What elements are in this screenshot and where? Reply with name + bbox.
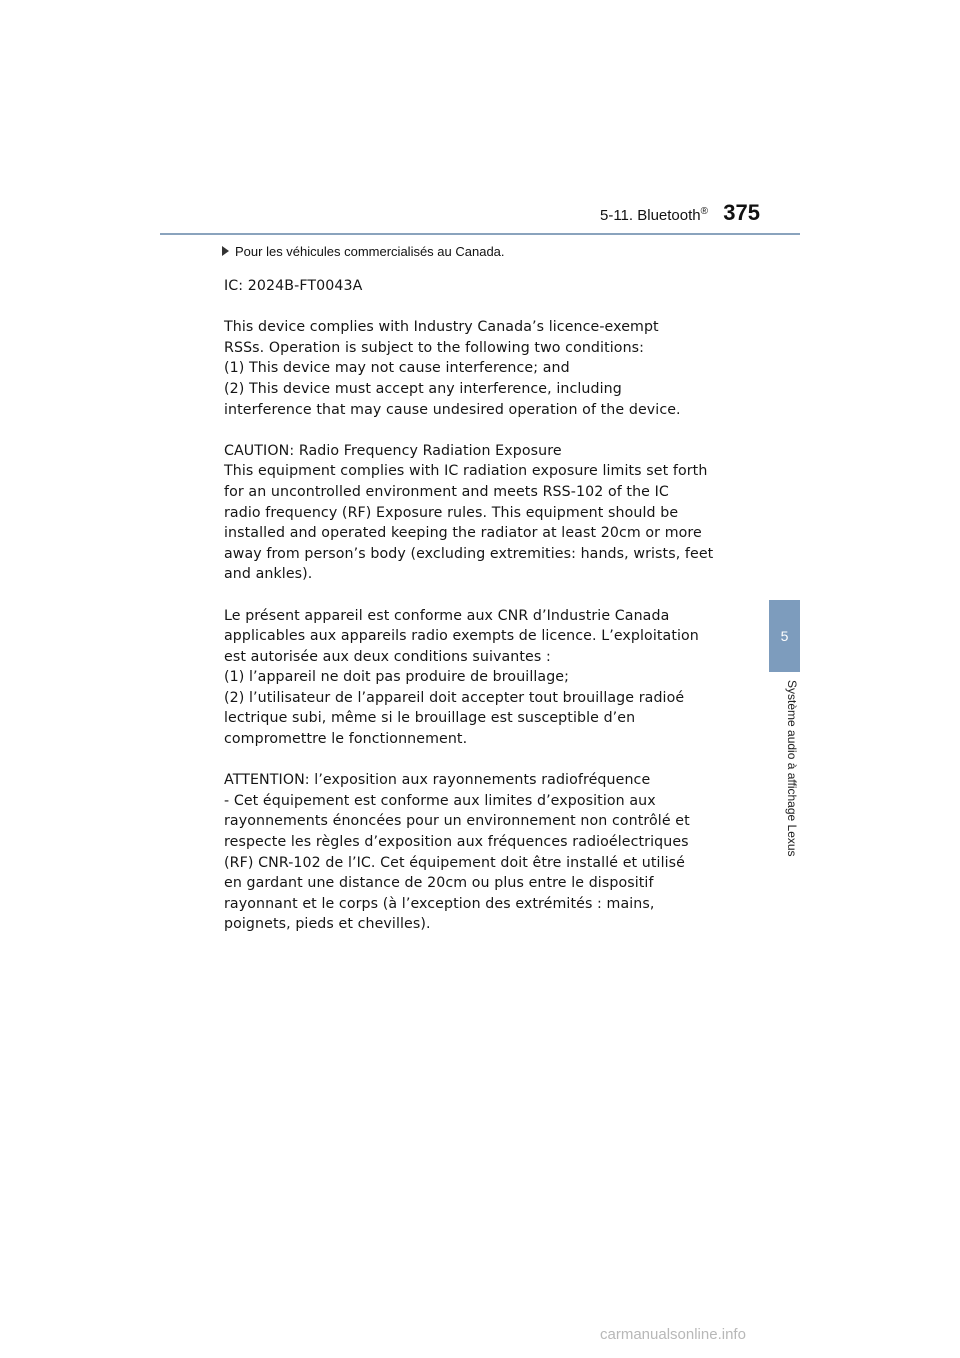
notice-line: - Cet équipement est conforme aux limites d’exposition aux [224, 792, 656, 809]
notice-line: poignets, pieds et chevilles). [224, 916, 431, 933]
watermark: carmanualsonline.info [600, 1326, 746, 1343]
notice-line: for an uncontrolled environment and meets RSS-102 of the IC [224, 483, 669, 500]
notice-line: en gardant une distance de 20cm ou plus entre le dispositif [224, 875, 654, 892]
paragraph-gap [224, 585, 744, 606]
notice-line: ATTENTION: l’exposition aux rayonnements radiofréquence [224, 772, 651, 789]
notice-line: rayonnant et le corps (à l’exception des extrémités : mains, [224, 895, 655, 912]
notice-line: (RF) CNR-102 de l’IC. Cet équipement doit être installé et utilisé [224, 854, 685, 871]
notice-line: and ankles). [224, 566, 313, 583]
notice-line: (2) l’utilisateur de l’appareil doit accepter tout brouillage radioé [224, 689, 685, 706]
regulatory-notice [224, 276, 744, 935]
notice-line: (1) This device may not cause interference; and [224, 360, 570, 377]
notice-line: (1) l’appareil ne doit pas produire de brouillage; [224, 669, 570, 686]
notice-line: lectrique subi, même si le brouillage est susceptible d’en [224, 710, 636, 727]
page-header [0, 200, 800, 236]
notice-line: (2) This device must accept any interference, including [224, 380, 622, 397]
paragraph-gap [224, 420, 744, 441]
section-title: 5-11. Bluetooth® [599, 206, 708, 224]
notice-line: RSSs. Operation is subject to the following two conditions: [224, 339, 645, 356]
notice-line: This equipment complies with IC radiation exposure limits set forth [224, 463, 708, 480]
notice-line: interference that may cause undesired operation of the device. [224, 401, 681, 418]
notice-line: applicables aux appareils radio exempts de licence. L’exploitation [224, 628, 699, 645]
vehicle-note [222, 244, 505, 259]
registered-mark: ® [700, 206, 708, 217]
vehicle-note-text: Pour les véhicules commercialisés au Canada. [235, 244, 505, 259]
notice-line: Le présent appareil est conforme aux CNR d’Industrie Canada [224, 607, 670, 624]
header-rule [160, 233, 800, 235]
chapter-tab [769, 600, 800, 672]
notice-line: compromettre le fonctionnement. [224, 731, 468, 748]
notice-line: IC: 2024B-FT0043A [224, 278, 363, 294]
chapter-label: Système audio à affichage Lexus [785, 680, 799, 857]
notice-line: radio frequency (RF) Exposure rules. This equipment should be [224, 504, 679, 521]
paragraph-gap [224, 297, 744, 318]
notice-line: CAUTION: Radio Frequency Radiation Exposure [224, 442, 562, 459]
notice-line: est autorisée aux deux conditions suivantes : [224, 648, 551, 665]
paragraph-gap [224, 750, 744, 771]
page-number: 375 [723, 200, 760, 225]
notice-line: rayonnements énoncées pour un environnement non contrôlé et [224, 813, 690, 830]
notice-line: away from person’s body (excluding extremities: hands, wrists, feet [224, 545, 714, 562]
notice-line: installed and operated keeping the radiator at least 20cm or more [224, 525, 702, 542]
chapter-number: 5 [780, 628, 789, 644]
notice-line: This device complies with Industry Canada’s licence-exempt [224, 319, 659, 336]
triangle-bullet-icon [222, 246, 229, 256]
notice-line: respecte les règles d’exposition aux fréquences radioélectriques [224, 834, 689, 851]
